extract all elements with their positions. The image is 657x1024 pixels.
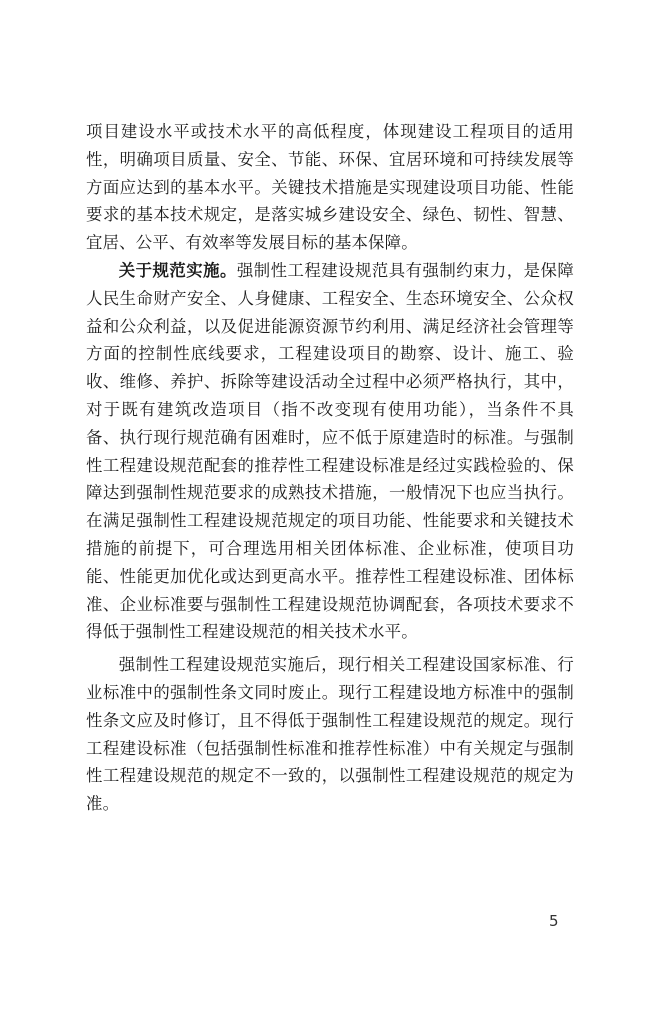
paragraph-text: 项目建设水平或技术水平的高低程度，体现建设工程项目的适用性，明确项目质量、安全、节能、环保、宜居环境和可持续发展等方面应达到的基本水平。关键技术措施是实现建设项目功能、性能要求的基本技术规定，是落实城乡建设安全、绿色、韧性、智慧、宜居、公平、有效率等发展目标的基本保障。 xyxy=(86,122,574,253)
paragraph-text: 强制性工程建设规范具有强制约束力，是保障人民生命财产安全、人身健康、工程安全、生态环境安全、公众权益和公众利益，以及促进能源资源节约利用、满足经济社会管理等方面的控制性底线要求，工程建设项目的勘察、设计、施工、验收、维修、养护、拆除等建设活动全过程中必须严格执行，其中，对于既有建筑改造项目（指不改变现有使用功能），当条件不具备、执行现行规范确有困难时，应不低于原建造时的标准。与强制性工程建设规范配套的推荐性工程建设标准是经过实践检验的、保障达到强制性规范要求的成熟技术措施，一般情况下也应当执行。在满足强制性工程建设规范规定的项目功能、性能要求和关键技术措施的前提下，可合理选用相关团体标准、企业标准，使项目功能、性能更加优化或达到更高水平。推荐性工程建设标准、团体标准、企业标准要与强制性工程建设规范协调配套，各项技术要求不得低于强制性工程建设规范的相关技术水平。 xyxy=(86,260,574,642)
body-text xyxy=(86,118,574,818)
paragraph-implementation xyxy=(86,257,574,646)
paragraph-repeal xyxy=(86,651,574,818)
page-number: 5 xyxy=(549,912,559,930)
paragraph-continuation xyxy=(86,118,574,257)
paragraph-text: 强制性工程建设规范实施后，现行相关工程建设国家标准、行业标准中的强制性条文同时废止。现行工程建设地方标准中的强制性条文应及时修订，且不得低于强制性工程建设规范的规定。现行工程建设标准（包括强制性标准和推荐性标准）中有关规定与强制性工程建设规范的规定不一致的，以强制性工程建设规范的规定为准。 xyxy=(86,655,574,814)
paragraph-lead-heading: 关于规范实施。 xyxy=(118,260,237,280)
